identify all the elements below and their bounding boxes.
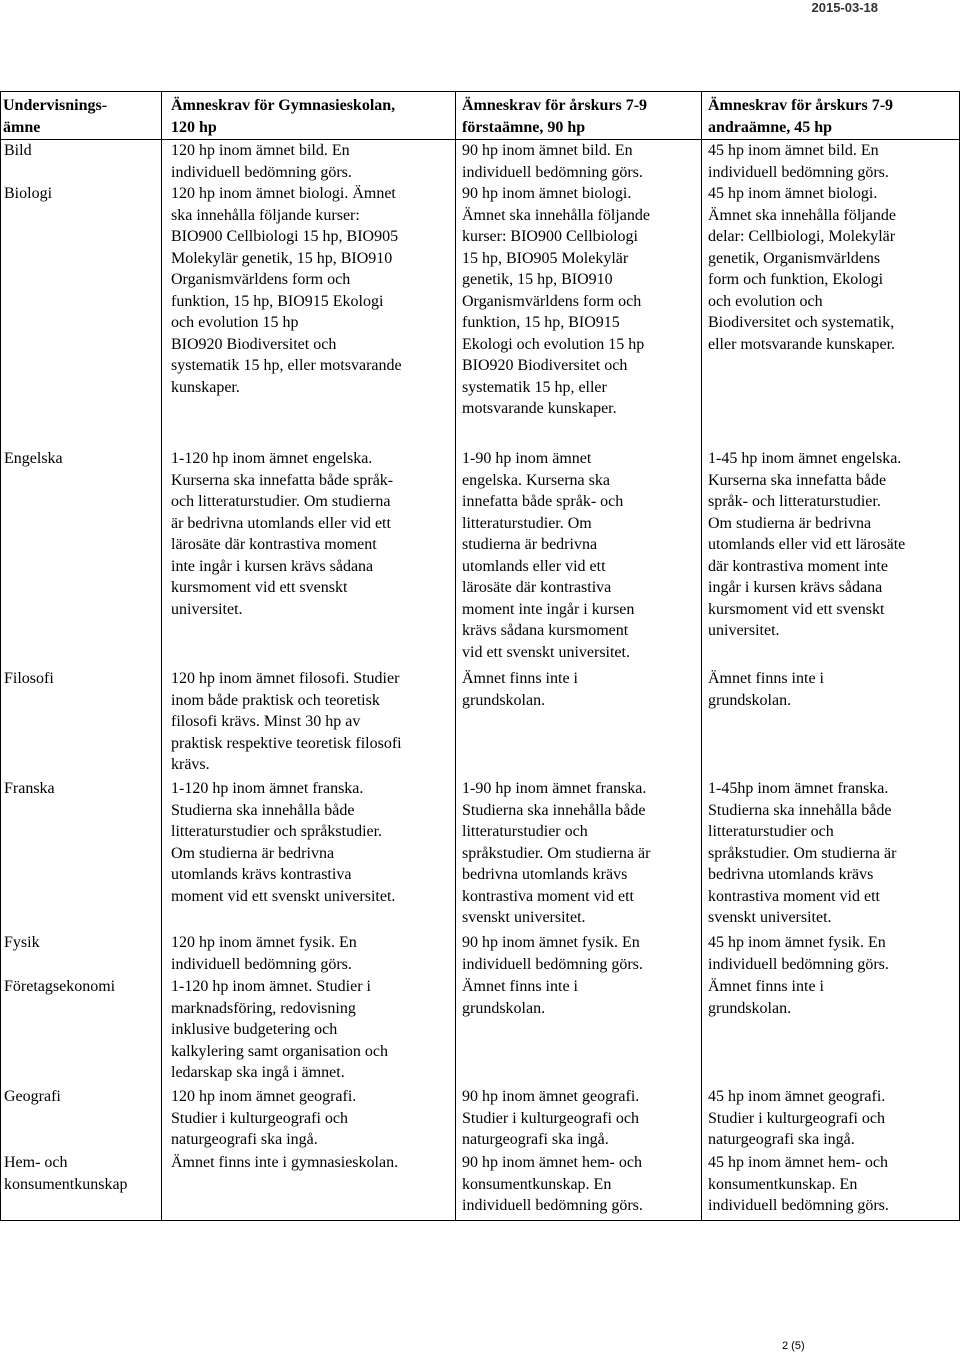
subject-cell: Biologi (1, 183, 162, 448)
table-header-row (1, 92, 960, 140)
second-subject-cell: 45 hp inom ämnet geografi. Studier i kulturgeografi och naturgeografi ska ingå. (702, 1086, 960, 1152)
first-subject-cell: 90 hp inom ämnet bild. En individuell bedömning görs. (456, 140, 702, 184)
first-subject-cell: 90 hp inom ämnet fysik. En individuell bedömning görs. (456, 932, 702, 976)
first-subject-cell: Ämnet finns inte i grundskolan. (456, 668, 702, 778)
gymnasium-cell: 1-120 hp inom ämnet. Studier i marknadsföring, redovisning inklusive budgetering och kalkylering samt organisation och ledarskap ska ingå i ämnet. (162, 976, 456, 1086)
subject-cell: Företagsekonomi (1, 976, 162, 1086)
document-date: 2015-03-18 (811, 0, 878, 15)
first-subject-cell: 1-90 hp inom ämnet franska. Studierna ska innehålla både litteraturstudier och språkstudier. Om studierna är bedrivna utomlands krävs kontrastiva moment vid ett svenskt universitet. (456, 778, 702, 932)
column-header-first-subject: Ämneskrav för årskurs 7-9 förstaämne, 90 hp (456, 92, 702, 140)
gymnasium-cell: 1-120 hp inom ämnet engelska. Kurserna ska innefatta både språk- och litteraturstudier. Om studierna är bedrivna utomlands eller vid ett lärosäte där kontrastiva moment inte ingår i kursen krävs sådana kursmoment vid ett svenskt universitet. (162, 448, 456, 668)
column-header-gymnasium: Ämneskrav för Gymnasieskolan, 120 hp (162, 92, 456, 140)
second-subject-cell: Ämnet finns inte i grundskolan. (702, 976, 960, 1086)
second-subject-cell: 45 hp inom ämnet bild. En individuell bedömning görs. (702, 140, 960, 184)
gymnasium-cell: 1-120 hp inom ämnet franska. Studierna ska innehålla både litteraturstudier och språkstudier. Om studierna är bedrivna utomlands krävs kontrastiva moment vid ett svenskt universitet. (162, 778, 456, 932)
gymnasium-cell: 120 hp inom ämnet bild. En individuell bedömning görs. (162, 140, 456, 184)
table-row (1, 140, 960, 184)
table-row (1, 183, 960, 448)
table-row (1, 976, 960, 1086)
first-subject-cell: 90 hp inom ämnet geografi. Studier i kulturgeografi och naturgeografi ska ingå. (456, 1086, 702, 1152)
second-subject-cell: Ämnet finns inte i grundskolan. (702, 668, 960, 778)
gymnasium-cell: 120 hp inom ämnet geografi. Studier i kulturgeografi och naturgeografi ska ingå. (162, 1086, 456, 1152)
table-row (1, 448, 960, 668)
second-subject-cell: 1-45 hp inom ämnet engelska. Kurserna ska innefatta både språk- och litteraturstudier. Om studierna är bedrivna utomlands eller vid ett lärosäte där kontrastiva moment inte ingår i kursen krävs sådana kursmoment vid ett svenskt universitet. (702, 448, 960, 668)
subject-cell: Fysik (1, 932, 162, 976)
subject-cell: Filosofi (1, 668, 162, 778)
column-header-second-subject: Ämneskrav för årskurs 7-9 andraämne, 45 hp (702, 92, 960, 140)
table-row (1, 1152, 960, 1220)
subject-cell: Franska (1, 778, 162, 932)
first-subject-cell: 1-90 hp inom ämnet engelska. Kurserna ska innefatta både språk- och litteraturstudier. Om studierna är bedrivna utomlands eller vid ett lärosäte där kontrastiva moment inte ingår i kursen krävs sådana kursmoment vid ett svenskt universitet. (456, 448, 702, 668)
requirements-table (0, 91, 960, 1221)
first-subject-cell: Ämnet finns inte i grundskolan. (456, 976, 702, 1086)
table-row (1, 1086, 960, 1152)
column-header-subject: Undervisnings- ämne (1, 92, 162, 140)
subject-cell: Hem- och konsumentkunskap (1, 1152, 162, 1220)
second-subject-cell: 45 hp inom ämnet hem- och konsumentkunskap. En individuell bedömning görs. (702, 1152, 960, 1220)
second-subject-cell: 45 hp inom ämnet biologi. Ämnet ska innehålla följande delar: Cellbiologi, Molekylär genetik, Organismvärldens form och funktion, Ekologi och evolution och Biodiversitet och systematik, eller motsvarande kunskaper. (702, 183, 960, 448)
gymnasium-cell: 120 hp inom ämnet biologi. Ämnet ska innehålla följande kurser: BIO900 Cellbiologi 15 hp, BIO905 Molekylär genetik, 15 hp, BIO910 Organismvärldens form och funktion, 15 hp, BIO915 Ekologi och evolution 15 hp BIO920 Biodiversitet och systematik 15 hp, eller motsvarande kunskaper. (162, 183, 456, 448)
gymnasium-cell: Ämnet finns inte i gymnasieskolan. (162, 1152, 456, 1220)
page-number: 2 (5) (782, 1340, 805, 1352)
subject-cell: Geografi (1, 1086, 162, 1152)
gymnasium-cell: 120 hp inom ämnet fysik. En individuell bedömning görs. (162, 932, 456, 976)
table-row (1, 668, 960, 778)
first-subject-cell: 90 hp inom ämnet hem- och konsumentkunskap. En individuell bedömning görs. (456, 1152, 702, 1220)
subject-cell: Engelska (1, 448, 162, 668)
second-subject-cell: 45 hp inom ämnet fysik. En individuell bedömning görs. (702, 932, 960, 976)
first-subject-cell: 90 hp inom ämnet biologi. Ämnet ska innehålla följande kurser: BIO900 Cellbiologi 15 hp, BIO905 Molekylär genetik, 15 hp, BIO910 Organismvärldens form och funktion, 15 hp, BIO915 Ekologi och evolution 15 hp BIO920 Biodiversitet och systematik 15 hp, eller motsvarande kunskaper. (456, 183, 702, 448)
table-row (1, 778, 960, 932)
table-row (1, 932, 960, 976)
gymnasium-cell: 120 hp inom ämnet filosofi. Studier inom både praktisk och teoretisk filosofi krävs. Minst 30 hp av praktisk respektive teoretisk filosofi krävs. (162, 668, 456, 778)
second-subject-cell: 1-45hp inom ämnet franska. Studierna ska innehålla både litteraturstudier och språkstudier. Om studierna är bedrivna utomlands krävs kontrastiva moment vid ett svenskt universitet. (702, 778, 960, 932)
subject-cell: Bild (1, 140, 162, 184)
